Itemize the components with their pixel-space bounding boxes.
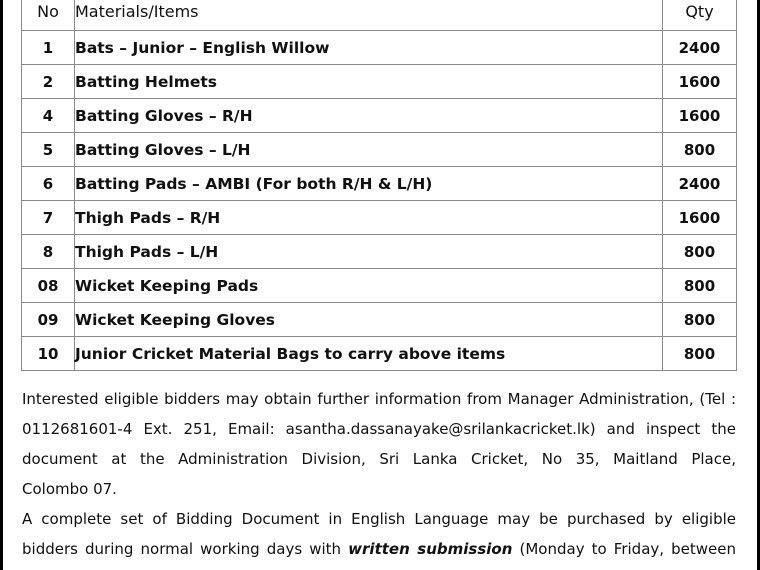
row-no: 2 — [22, 65, 75, 99]
header-materials: Materials/Items — [75, 0, 663, 31]
contact-paragraph-last-line: Colombo 07. — [22, 480, 117, 498]
written-submission-emphasis: written submission — [348, 540, 513, 558]
header-qty: Qty — [663, 0, 737, 31]
row-item: Junior Cricket Material Bags to carry above items — [75, 337, 663, 371]
row-item: Batting Pads – AMBI (For both R/H & L/H) — [75, 167, 663, 201]
row-qty: 2400 — [663, 31, 737, 65]
purchase-paragraph-tail: (Monday to Friday, between — [512, 540, 736, 558]
table-row — [22, 31, 737, 65]
purchase-paragraph — [22, 504, 736, 564]
row-qty: 1600 — [663, 201, 737, 235]
row-item: Thigh Pads – L/H — [75, 235, 663, 269]
row-qty: 800 — [663, 269, 737, 303]
row-no: 6 — [22, 167, 75, 201]
row-qty: 800 — [663, 337, 737, 371]
contact-paragraph — [22, 384, 736, 504]
row-qty: 800 — [663, 133, 737, 167]
row-item: Batting Gloves – R/H — [75, 99, 663, 133]
contact-paragraph-body: Interested eligible bidders may obtain further information from Manager Administration, (Tel : 0112681601-4 Ext. 251, Email: asantha.dassanayake@srilankacricket.lk) and inspect the document at the Administration Division, Sri Lanka Cricket, No 35, Maitland Place, — [22, 390, 736, 468]
row-no: 10 — [22, 337, 75, 371]
page-border-left — [0, 0, 3, 570]
table-row — [22, 133, 737, 167]
row-qty: 800 — [663, 235, 737, 269]
row-item: Wicket Keeping Gloves — [75, 303, 663, 337]
materials-table — [21, 0, 737, 371]
table-row — [22, 167, 737, 201]
header-no: No — [22, 0, 75, 31]
table-row — [22, 337, 737, 371]
purchase-paragraph-text: A complete set of Bidding Document in English Language may be purchased by eligible bidders during normal working days with — [22, 510, 736, 558]
row-qty: 1600 — [663, 99, 737, 133]
row-no: 8 — [22, 235, 75, 269]
row-no: 5 — [22, 133, 75, 167]
row-no: 7 — [22, 201, 75, 235]
table-header-row — [22, 0, 737, 31]
table-row — [22, 303, 737, 337]
row-item: Batting Gloves – L/H — [75, 133, 663, 167]
row-qty: 800 — [663, 303, 737, 337]
table-row — [22, 65, 737, 99]
row-item: Batting Helmets — [75, 65, 663, 99]
row-no: 08 — [22, 269, 75, 303]
table-row — [22, 269, 737, 303]
row-qty: 1600 — [663, 65, 737, 99]
row-item: Wicket Keeping Pads — [75, 269, 663, 303]
table-row — [22, 99, 737, 133]
row-item: Thigh Pads – R/H — [75, 201, 663, 235]
table-row — [22, 201, 737, 235]
row-no: 09 — [22, 303, 75, 337]
row-qty: 2400 — [663, 167, 737, 201]
row-no: 4 — [22, 99, 75, 133]
row-item: Bats – Junior – English Willow — [75, 31, 663, 65]
table-row — [22, 235, 737, 269]
row-no: 1 — [22, 31, 75, 65]
